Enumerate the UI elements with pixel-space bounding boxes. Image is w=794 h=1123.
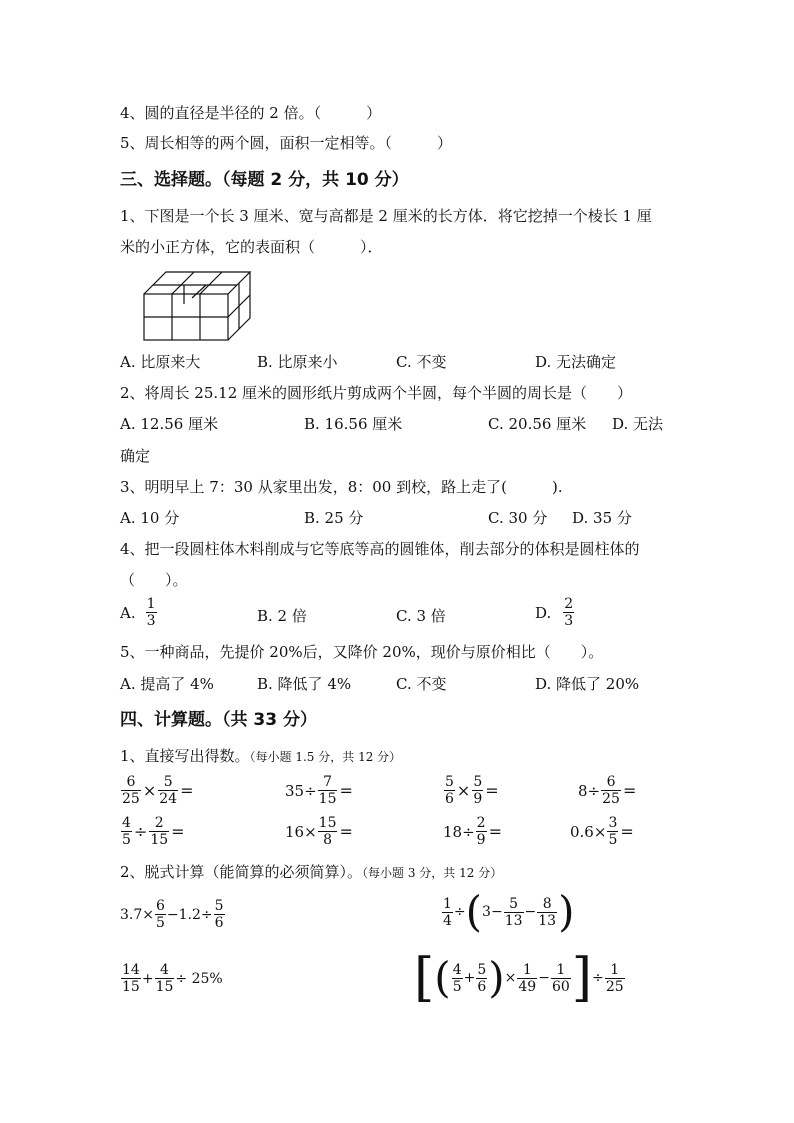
- denominator: 15: [155, 979, 174, 995]
- fraction: [517, 962, 537, 995]
- operator: ×: [504, 970, 517, 986]
- right-paren: ): [558, 887, 575, 936]
- s3-q4-line1: 4、把一段圆柱体木料削成与它等底等高的圆锥体，削去部分的体积是圆柱体的: [120, 540, 640, 558]
- s4-p2-note: （每小题 3 分，共 12 分）: [362, 866, 503, 880]
- cuboid-figure: [140, 268, 256, 344]
- operator: ÷: [453, 904, 466, 920]
- s3-q2-opt-b: B. 16.56 厘米: [304, 415, 403, 433]
- denominator: 6: [477, 978, 487, 995]
- denominator: 24: [159, 791, 178, 807]
- numerator: 5: [445, 774, 454, 790]
- denominator: 13: [504, 912, 523, 929]
- numerator: 1: [443, 895, 452, 912]
- numerator: 5: [214, 898, 224, 914]
- left-bracket: [: [414, 948, 435, 1008]
- operator: −: [524, 904, 537, 920]
- expr-e1: [120, 774, 194, 807]
- fraction: [155, 898, 166, 931]
- numerator: 14: [122, 962, 140, 978]
- numerator: 1: [146, 596, 156, 612]
- operator: ×: [456, 781, 471, 800]
- numerator: 6: [601, 774, 621, 791]
- term: 3−: [482, 904, 503, 920]
- denominator: 9: [473, 791, 483, 807]
- s3-q3-opt-c: C. 30 分: [488, 509, 548, 527]
- s3-q4-opt-c: C. 3 倍: [396, 607, 446, 625]
- calc-c2: [441, 887, 575, 936]
- opt-d-label: D.: [535, 603, 552, 622]
- prefix: 16×: [285, 822, 317, 841]
- operator: +: [141, 970, 154, 987]
- judge-q5: 5、周长相等的两个圆，面积一定相等。（ ）: [120, 134, 453, 152]
- s3-q2: 2、将周长 25.12 厘米的圆形纸片剪成两个半圆，每个半圆的周长是（ ）: [120, 384, 633, 402]
- equals: =: [485, 781, 499, 800]
- fraction: [149, 815, 169, 848]
- numerator: 5: [477, 961, 487, 978]
- numerator: 6: [121, 774, 141, 791]
- s3-q5-opt-c: C. 不变: [396, 675, 447, 693]
- denominator: 15: [318, 791, 337, 807]
- numerator: 3: [608, 815, 618, 831]
- prefix: 18÷: [443, 822, 475, 841]
- s3-q1-opt-a: A. 比原来大: [120, 353, 201, 371]
- denominator: 5: [452, 978, 462, 995]
- calc-c4: [414, 948, 626, 1008]
- s3-q5-opt-b: B. 降低了 4%: [257, 675, 352, 693]
- denominator: 8: [323, 832, 333, 848]
- operator: +: [463, 970, 476, 986]
- middle: −1.2÷: [166, 906, 213, 923]
- fraction: [605, 962, 625, 995]
- operator: ×: [142, 781, 157, 800]
- expr-e6: [285, 815, 354, 848]
- fraction: [318, 774, 338, 807]
- s3-q5-opt-a: A. 提高了 4%: [120, 675, 214, 693]
- equals: =: [622, 781, 637, 800]
- prefix: 35÷: [285, 781, 317, 800]
- tail: ÷ 25%: [175, 970, 223, 987]
- numerator: 2: [564, 596, 574, 612]
- denominator: 15: [150, 832, 169, 848]
- equals: =: [620, 822, 634, 841]
- right-bracket: ]: [571, 948, 593, 1008]
- s3-q1-opt-c: C. 不变: [396, 353, 447, 371]
- fraction: [452, 962, 463, 995]
- s3-q4-opt-a: [120, 596, 158, 629]
- fraction: [551, 962, 571, 995]
- s4-p1-note: （每小题 1.5 分，共 12 分）: [249, 750, 402, 764]
- numerator: 1: [517, 962, 537, 979]
- s3-q3-opt-a: A. 10 分: [120, 509, 180, 527]
- fraction: [563, 596, 574, 629]
- section4-title: 四、计算题。（共 33 分）: [120, 710, 317, 730]
- left-paren: (: [434, 953, 451, 1002]
- operator: −: [538, 970, 550, 986]
- fraction: [158, 774, 178, 807]
- s4-p1-heading: [120, 746, 401, 767]
- numerator: 5: [473, 774, 483, 790]
- fraction: [607, 815, 618, 848]
- s3-q5-opt-d: D. 降低了 20%: [535, 675, 640, 693]
- s3-q2-opt-c: C. 20.56 厘米: [488, 415, 587, 433]
- fraction: [601, 774, 621, 807]
- denominator: 6: [214, 915, 224, 931]
- equals: =: [180, 781, 194, 800]
- calc-c3: [120, 962, 223, 995]
- right-paren: ): [488, 953, 505, 1002]
- denominator: 49: [518, 978, 537, 995]
- fraction: [476, 962, 487, 995]
- equals: =: [339, 781, 353, 800]
- equals: =: [488, 822, 502, 841]
- denominator: 5: [156, 915, 165, 931]
- numerator: 1: [605, 962, 625, 979]
- denominator: 15: [122, 979, 140, 995]
- s3-q3-opt-d: D. 35 分: [572, 509, 632, 527]
- denominator: 5: [608, 832, 618, 848]
- numerator: 2: [476, 815, 486, 831]
- s3-q1-line1: 1、下图是一个长 3 厘米、宽与高都是 2 厘米的长方体．将它挖掉一个棱长 1 厘: [120, 207, 652, 225]
- numerator: 4: [155, 962, 175, 979]
- fraction: [444, 774, 455, 807]
- s3-q1-opt-b: B. 比原来小: [257, 353, 338, 371]
- section3-title: 三、选择题。（每题 2 分，共 10 分）: [120, 170, 409, 190]
- prefix: 0.6×: [570, 822, 607, 841]
- s3-q5: 5、一种商品，先提价 20%后，又降价 20%，现价与原价相比（ ）。: [120, 643, 604, 661]
- fraction: [214, 898, 225, 931]
- fraction: [442, 896, 453, 929]
- fraction: [146, 596, 157, 629]
- s3-q3-opt-b: B. 25 分: [304, 509, 364, 527]
- judge-q4: 4、圆的直径是半径的 2 倍。（ ）: [120, 104, 382, 122]
- denominator: 25: [602, 791, 620, 807]
- s3-q2-opt-d: D. 无法: [612, 415, 664, 433]
- fraction: [121, 774, 141, 807]
- fraction: [504, 896, 524, 929]
- expr-e2: [285, 774, 354, 807]
- numerator: 6: [156, 898, 165, 914]
- s3-q1-opt-d: D. 无法确定: [535, 353, 617, 371]
- expr-e5: [120, 815, 186, 848]
- fraction: [476, 815, 487, 848]
- prefix: 8÷: [578, 781, 601, 800]
- equals: =: [339, 822, 353, 841]
- denominator: 6: [445, 791, 454, 807]
- numerator: 7: [318, 774, 338, 791]
- expr-e8: [570, 815, 635, 848]
- denominator: 25: [605, 978, 624, 995]
- numerator: 5: [158, 774, 178, 791]
- s4-p2-heading: [120, 862, 502, 883]
- denominator: 4: [443, 912, 452, 929]
- fraction: [537, 896, 557, 929]
- denominator: 9: [476, 832, 486, 848]
- s4-p1-title: 1、直接写出得数。: [120, 747, 250, 765]
- numerator: 5: [504, 896, 524, 913]
- fraction: [155, 962, 175, 995]
- denominator: 13: [538, 912, 557, 929]
- numerator: 1: [551, 962, 571, 979]
- operator: ÷: [133, 822, 148, 841]
- denominator: 60: [551, 978, 570, 995]
- s3-q2-cont: 确定: [120, 447, 151, 465]
- numerator: 15: [318, 815, 337, 831]
- opt-a-label: A.: [120, 603, 136, 622]
- fraction: [121, 962, 141, 995]
- fraction: [121, 815, 132, 848]
- expr-e4: [578, 774, 637, 807]
- s3-q4-line2: （ ）。: [120, 571, 188, 589]
- denominator: 5: [122, 832, 131, 848]
- fraction: [318, 815, 338, 848]
- fraction: [472, 774, 483, 807]
- s3-q4-opt-b: B. 2 倍: [257, 607, 307, 625]
- s3-q4-opt-d: [535, 596, 575, 629]
- left-paren: (: [465, 887, 483, 936]
- numerator: 4: [452, 961, 462, 978]
- numerator: 4: [122, 815, 131, 831]
- s3-q1-line2: 米的小正方体，它的表面积（ ）．: [120, 238, 383, 256]
- s3-q3: 3、明明早上 7：30 从家里出发，8：00 到校，路上走了( ).: [120, 478, 563, 496]
- numerator: 2: [149, 815, 169, 832]
- prefix: 3.7×: [120, 906, 154, 923]
- expr-e7: [443, 815, 503, 848]
- equals: =: [171, 822, 185, 841]
- denominator: 3: [564, 613, 574, 629]
- denominator: 3: [146, 613, 156, 629]
- expr-e3: [443, 774, 500, 807]
- denominator: 25: [122, 791, 140, 807]
- operator: ÷: [592, 970, 604, 986]
- numerator: 8: [537, 896, 557, 913]
- s4-p2-title: 2、脱式计算（能简算的必须简算）。: [120, 863, 363, 881]
- s3-q2-opt-a: A. 12.56 厘米: [120, 415, 219, 433]
- calc-c1: [120, 898, 226, 931]
